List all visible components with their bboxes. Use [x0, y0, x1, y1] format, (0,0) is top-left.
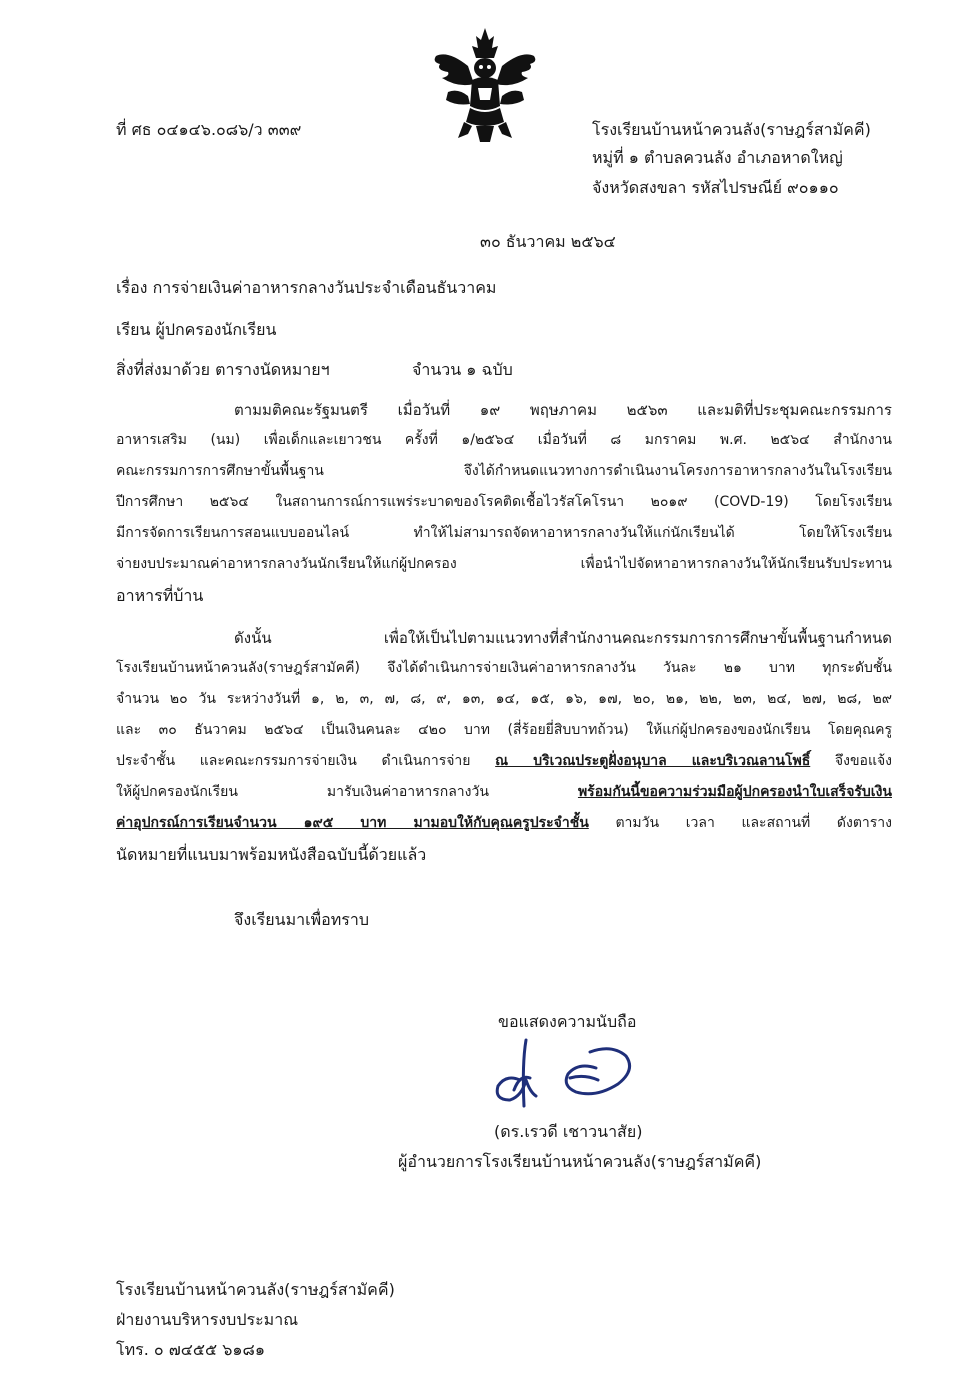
para2-line: จำนวน ๒๐ วัน ระหว่างวันที่ ๑, ๒, ๓, ๗, ๘, ๙, ๑๓, ๑๔, ๑๕, ๑๖, ๑๗, ๒๐, ๒๑, ๒๒, ๒๓, ๒๔, ๒๗, ๒๘, ๒๙ — [116, 691, 892, 707]
address-school-name: โรงเรียนบ้านหน้าควนลัง(ราษฎร์สามัคคี) — [592, 120, 871, 139]
receipt-amount-emphasis: ค่าอุปกรณ์การเรียนจำนวน ๑๙๕ บาท มามอบให้กับคุณครูประจำชั้น — [116, 815, 589, 831]
footer-school-name: โรงเรียนบ้านหน้าควนลัง(ราษฎร์สามัคคี) — [116, 1280, 395, 1299]
signer-name: (ดร.เรวดี เชาวนาสัย) — [494, 1122, 643, 1141]
para1-line: อาหารเสริม (นม) เพื่อเด็กและเยาวชน ครั้งที่ ๑/๒๕๖๔ เมื่อวันที่ ๘ มกราคม พ.ศ. ๒๕๖๔ สำนักงาน — [116, 432, 892, 448]
para2-line — [116, 812, 892, 834]
handwritten-signature — [486, 1034, 646, 1118]
receipt-request-emphasis: พร้อมกันนี้ขอความร่วมมือผู้ปกครองนำใบเสร็จรับเงิน — [577, 784, 892, 800]
footer-phone: โทร. ๐ ๗๔๕๕ ๖๑๘๑ — [116, 1340, 266, 1359]
letter-date: ๓๐ ธันวาคม ๒๕๖๔ — [480, 232, 616, 251]
regards-line: ขอแสดงความนับถือ — [498, 1012, 637, 1031]
para2-line — [116, 750, 892, 772]
para1-line: คณะกรรมการการศึกษาขั้นพื้นฐาน จึงได้กำหนดแนวทางการดำเนินงานโครงการอาหารกลางวันในโรงเรียน — [116, 463, 892, 479]
para1-line: อาหารที่บ้าน — [116, 586, 204, 605]
closing-line: จึงเรียนมาเพื่อทราบ — [234, 910, 369, 929]
para2-line: ดังนั้น เพื่อให้เป็นไปตามแนวทางที่สำนักงานคณะกรรมการการศึกษาขั้นพื้นฐานกำหนด — [234, 629, 892, 647]
para2-text: ให้ผู้ปกครองนักเรียน มารับเงินค่าอาหารกลางวัน — [116, 784, 578, 800]
signer-title: ผู้อำนวยการโรงเรียนบ้านหน้าควนลัง(ราษฎร์สามัคคี) — [398, 1152, 762, 1171]
payment-location-emphasis: ณ บริเวณประตูฝั่งอนุบาล และบริเวณลานโพธิ์ — [495, 753, 811, 769]
enclosure-label: สิ่งที่ส่งมาด้วย ตารางนัดหมายฯ — [116, 360, 330, 379]
para2-line: นัดหมายที่แนบมาพร้อมหนังสือฉบับนี้ด้วยแล้ว — [116, 845, 427, 864]
para2-text: ประจำชั้น และคณะกรรมการจ่ายเงิน ดำเนินการจ่าย — [116, 753, 496, 769]
para2-text: จึงขอแจ้ง — [810, 753, 893, 769]
address-district: หมู่ที่ ๑ ตำบลควนลัง อำเภอหาดใหญ่ — [592, 148, 843, 167]
footer-department: ฝ่ายงานบริหารงบประมาณ — [116, 1310, 299, 1329]
garuda-emblem-icon — [428, 26, 542, 144]
para2-line: และ ๓๐ ธันวาคม ๒๕๖๔ เป็นเงินคนละ ๔๒๐ บาท (สี่ร้อยยี่สิบบาทถ้วน) ให้แก่ผู้ปกครองของนักเรียน โดยคุณครู — [116, 722, 892, 738]
para2-text: ตามวัน เวลา และสถานที่ ดังตาราง — [588, 815, 893, 831]
para2-line — [116, 781, 892, 803]
para2-line: โรงเรียนบ้านหน้าควนลัง(ราษฎร์สามัคคี) จึงได้ดำเนินการจ่ายเงินค่าอาหารกลางวัน วันละ ๒๑ บาท ทุกระดับชั้น — [116, 660, 892, 676]
recipient-line: เรียน ผู้ปกครองนักเรียน — [116, 320, 277, 339]
para1-line: มีการจัดการเรียนการสอนแบบออนไลน์ ทำให้ไม่สามารถจัดหาอาหารกลางวันให้แก่นักเรียนได้ โดยให้โรงเรียน — [116, 525, 892, 541]
para1-line: ตามมติคณะรัฐมนตรี เมื่อวันที่ ๑๙ พฤษภาคม ๒๕๖๓ และมติที่ประชุมคณะกรรมการ — [234, 401, 892, 419]
para1-line: จ่ายงบประมาณค่าอาหารกลางวันนักเรียนให้แก่ผู้ปกครอง เพื่อนำไปจัดหาอาหารกลางวันให้นักเรียนรับประทาน — [116, 556, 892, 572]
enclosure-count: จำนวน ๑ ฉบับ — [412, 360, 513, 379]
para1-line: ปีการศึกษา ๒๕๖๔ ในสถานการณ์การแพร่ระบาดของโรคติดเชื้อไวรัสโคโรนา ๒๐๑๙ (COVD-19) โดยโรงเรียน — [116, 494, 892, 510]
address-province: จังหวัดสงขลา รหัสไปรษณีย์ ๙๐๑๑๐ — [592, 178, 839, 197]
subject-line: เรื่อง การจ่ายเงินค่าอาหารกลางวันประจำเดือนธันวาคม — [116, 278, 497, 297]
document-number: ที่ ศธ ๐๔๑๔๖.๐๘๖/ว ๓๓๙ — [116, 120, 302, 139]
